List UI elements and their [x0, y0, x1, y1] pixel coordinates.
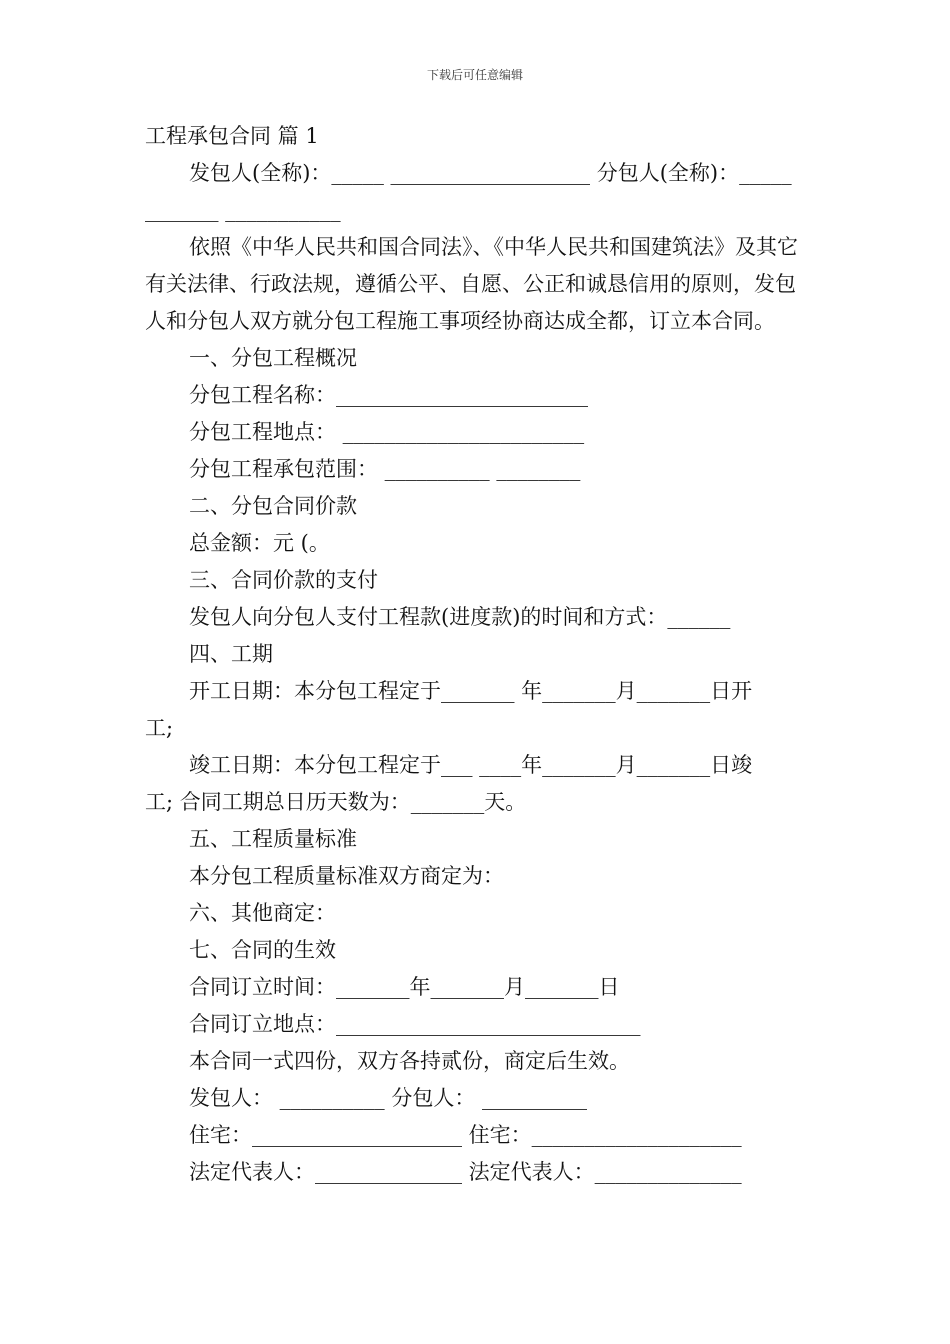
project-name-field: 分包工程名称：________________________ [189, 383, 588, 407]
section-heading-1: 一、分包工程概况 [189, 346, 357, 370]
copies-clause: 本合同一式四份，双方各持贰份，商定后生效。 [189, 1049, 630, 1073]
section-heading-4: 四、工期 [189, 642, 273, 666]
completion-date-field: 竣工日期：本分包工程定于___ ____年_______月_______日竣 [189, 753, 753, 777]
signing-place-field: 合同订立地点：_____________________________ [189, 1012, 641, 1036]
section-heading-6: 六、其他商定： [189, 901, 336, 925]
start-date-continued: 工; [145, 716, 174, 740]
document-title: 工程承包合同 篇 1 [145, 124, 319, 148]
preamble-paragraph: 依照《中华人民共和国合同法》、《中华人民共和国建筑法》及其它有关法律、行政法规，遵循公平、自愿、公正和诚恳信用的原则，发包人和分包人双方就分包工程施工事项经协商达成全都，订立本合同。 [145, 235, 798, 333]
signing-date-field: 合同订立时间：_______年_______月_______日 [189, 975, 620, 999]
section-heading-2: 二、分包合同价款 [189, 494, 357, 518]
project-location-field: 分包工程地点： _______________________ [189, 420, 585, 444]
completion-date-continued: 工; 合同工期总日历天数为：_______天。 [145, 790, 527, 814]
section-heading-5: 五、工程质量标准 [189, 827, 357, 851]
start-date-field: 开工日期：本分包工程定于_______ 年_______月_______日开 [189, 679, 753, 703]
legal-representative-line: 法定代表人：______________ 法定代表人：______________ [189, 1160, 742, 1184]
payment-terms-field: 发包人向分包人支付工程款(进度款)的时间和方式：______ [189, 605, 731, 629]
party-line-continued: _______ ___________ [145, 198, 341, 222]
party-line: 发包人(全称)：_____ ___________________ 分包人(全称)：_____ [189, 161, 792, 185]
signatories-line: 发包人： __________ 分包人： __________ [189, 1086, 588, 1110]
project-scope-field: 分包工程承包范围： __________ ________ [189, 457, 581, 481]
section-heading-3: 三、合同价款的支付 [189, 568, 378, 592]
quality-standard-field: 本分包工程质量标准双方商定为： [189, 864, 504, 888]
contract-document [145, 118, 810, 1191]
address-line: 住宅：____________________ 住宅：____________________ [189, 1123, 742, 1147]
page-header: 下载后可任意编辑 [426, 68, 523, 82]
total-amount-field: 总金额：元 (。 [189, 531, 330, 555]
section-heading-7: 七、合同的生效 [189, 938, 336, 962]
